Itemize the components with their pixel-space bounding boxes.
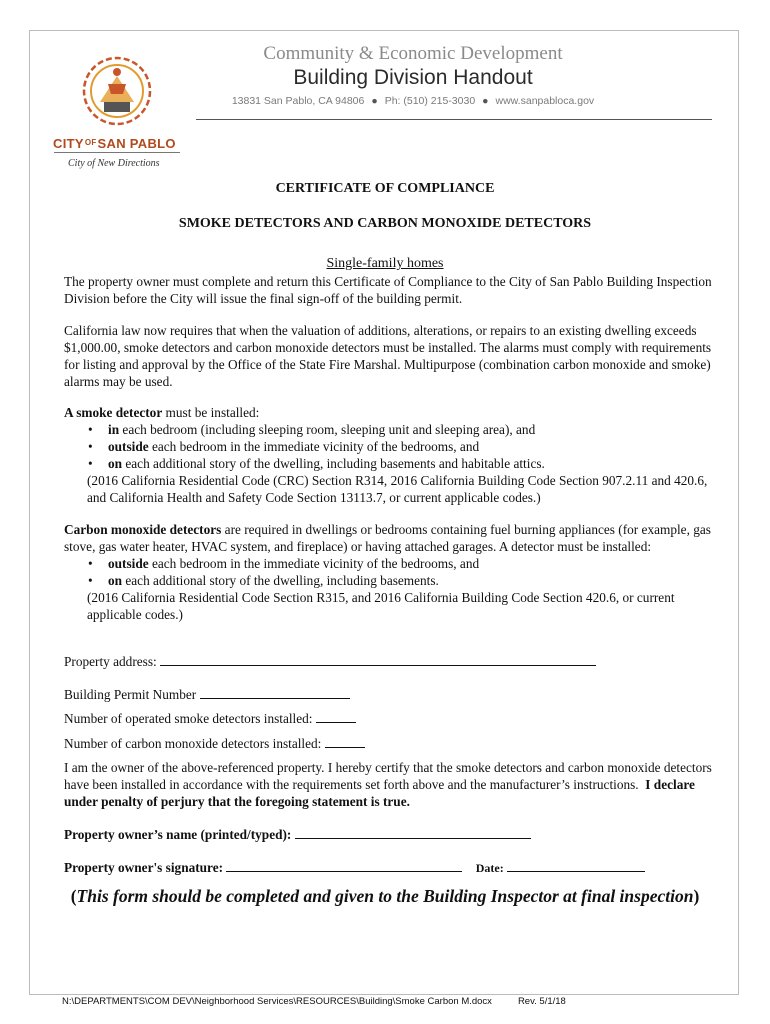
list-item: • outside each bedroom in the immediate vicinity of the bedrooms, and — [108, 555, 714, 572]
contact-line: 13831 San Pablo, CA 94806 ● Ph: (510) 215-3030 ● www.sanpabloca.gov — [231, 95, 595, 107]
smoke-count-label: Number of operated smoke detectors installed: — [64, 711, 313, 726]
file-path: N:\DEPARTMENTS\COM DEV\Neighborhood Services\RESOURCES\Building\Smoke Carbon M.docx — [62, 996, 492, 1007]
co-count-row — [64, 734, 365, 752]
co-count-field[interactable] — [325, 734, 365, 748]
property-address-label: Property address: — [64, 654, 157, 669]
permit-number-label: Building Permit Number — [64, 687, 197, 702]
revision: Rev. 5/1/18 — [517, 996, 566, 1007]
owner-name-label: Property owner’s name (printed/typed): — [64, 827, 292, 842]
footer — [62, 996, 566, 1007]
owner-name-field[interactable] — [295, 825, 531, 839]
date-field[interactable] — [507, 858, 645, 872]
department-name: Community & Economic Development — [263, 43, 563, 64]
logo-city-name: $CITY^{OF}SAN$ PABLO — [53, 136, 176, 151]
law-paragraph: California law now requires that when the valuation of additions, alterations, or repairs to an existing dwelling exceeds $1,000.00, smoke detectors and carbon monoxide detectors must be installed. The alarms must comply with requirements for listing and approval by the Office of the State Fire Marshal. Multipurpose (combination carbon monoxide and smoke) alarms may be used. — [64, 323, 712, 389]
certification-paragraph: I am the owner of the above-referenced property. I hereby certify that the smoke detectors and carbon monoxide detectors have been installed in accordance with the requirements set forth above and the manufacturer’s instructions. I declare under penalty of perjury that the foregoing statement is true. — [64, 760, 712, 809]
smoke-citation: (2016 California Residential Code (CRC) Section R314, 2016 California Building Code Section 907.2.11 and 420.6, and California Health and Safety Code Section 13113.7, or current applicable codes.) — [87, 473, 708, 505]
co-bullets — [64, 555, 714, 589]
date-label: Date: — [475, 861, 504, 875]
smoke-count-row — [64, 709, 356, 727]
property-address-row — [64, 652, 596, 670]
co-detector-section — [64, 521, 714, 623]
phone: Ph: (510) 215-3030 — [384, 95, 476, 107]
smoke-detector-section — [64, 404, 714, 506]
logo-divider — [54, 152, 180, 153]
handout-title: Building Division Handout — [293, 66, 533, 89]
list-item: • on each additional story of the dwelling, including basements and habitable attics. — [108, 455, 714, 472]
owner-signature-field[interactable] — [226, 858, 462, 872]
logo-tagline: City of New Directions — [68, 158, 160, 169]
list-item: • outside each bedroom in the immediate vicinity of the bedrooms, and — [108, 438, 714, 455]
address: 13831 San Pablo, CA 94806 — [231, 95, 365, 107]
owner-name-row — [64, 825, 531, 843]
co-count-label: Number of carbon monoxide detectors installed: — [64, 736, 322, 751]
certificate-subtitle: SMOKE DETECTORS AND CARBON MONOXIDE DETECTORS — [178, 216, 592, 231]
permit-number-row — [64, 685, 350, 703]
certificate-title: CERTIFICATE OF COMPLIANCE — [275, 181, 495, 196]
section-heading: Single-family homes — [326, 256, 444, 271]
smoke-count-field[interactable] — [316, 709, 356, 723]
list-item: • on each additional story of the dwelling, including basements. — [108, 572, 714, 589]
intro-paragraph: The property owner must complete and return this Certificate of Compliance to the City of San Pablo Building Inspection Division before the City will issue the final sign-off of the building permit. — [64, 274, 712, 306]
permit-number-field[interactable] — [200, 685, 350, 699]
co-lead: Carbon monoxide detectors are required in dwellings or bedrooms containing fuel burning appliances (for example, gas stove, gas water heater, HVAC system, and fireplace) or having attached garages. A detector must be installed: — [64, 522, 711, 554]
owner-signature-label: Property owner's signature: — [64, 860, 224, 875]
header-divider — [196, 119, 712, 120]
smoke-bullets — [64, 421, 714, 472]
smoke-lead: A smoke detector must be installed: — [64, 405, 260, 420]
list-item: • in each bedroom (including sleeping room, sleeping unit and sleeping area), and — [108, 421, 714, 438]
property-address-field[interactable] — [160, 652, 596, 666]
website-link[interactable]: www.sanpabloca.gov — [495, 95, 595, 107]
co-citation: (2016 California Residential Code Section R315, and 2016 California Building Code Section 420.6, or current applicable codes.) — [87, 590, 675, 622]
owner-signature-row — [64, 858, 645, 877]
final-note: (This form should be completed and given to the Building Inspector at final inspection) — [70, 886, 700, 906]
